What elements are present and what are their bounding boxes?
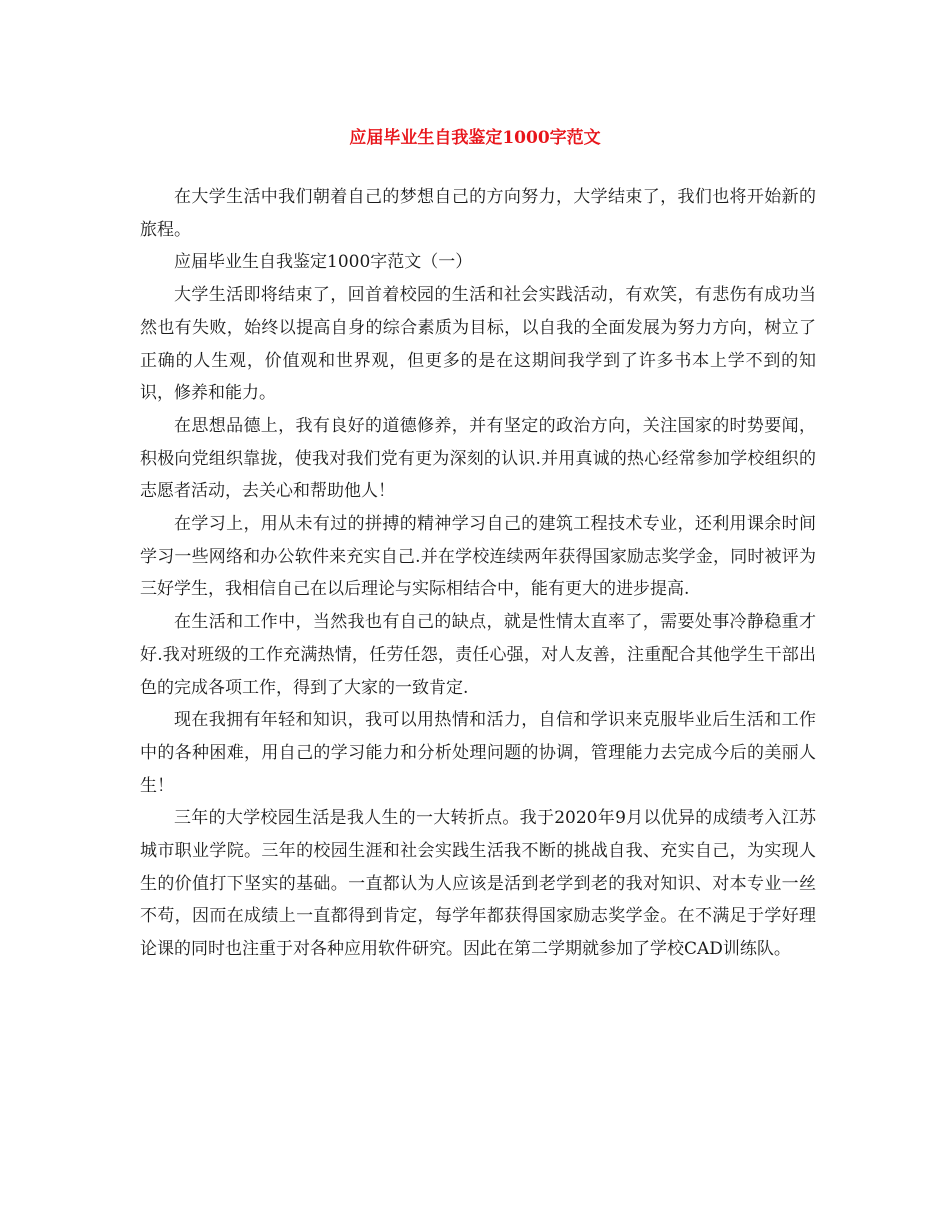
paragraph-study: 在学习上，用从未有过的拼搏的精神学习自己的建筑工程技术专业，还利用课余时间学习一些网络和办公软件来充实自己.并在学校连续两年获得国家励志奖学金，同时被评为三好学生，我相信自己在以后理论与实际相结合中，能有更大的进步提高. [140,514,816,600]
section-heading: 应届毕业生自我鉴定1000字范文（一） [174,252,473,273]
paragraph-future: 现在我拥有年轻和知识，我可以用热情和活力，自信和学识来克服毕业后生活和工作中的各种困难，用自己的学习能力和分析处理问题的协调，管理能力去完成今后的美丽人生！ [140,710,816,796]
paragraph-college-life: 大学生活即将结束了，回首着校园的生活和社会实践活动，有欢笑，有悲伤有成功当然也有失败，始终以提高自身的综合素质为目标，以自我的全面发展为努力方向，树立了正确的人生观，价值观和世界观，但更多的是在这期间我学到了许多书本上学不到的知识，修养和能力。 [140,285,816,404]
paragraph-work: 在生活和工作中，当然我也有自己的缺点，就是性情太直率了，需要处事冷静稳重才好.我对班级的工作充满热情，任劳任怨，责任心强，对人友善，注重配合其他学生干部出色的完成各项工作，得到了大家的一致肯定. [140,612,816,698]
document-body [140,181,816,966]
paragraph-three-years: 三年的大学校园生活是我人生的一大转折点。我于2020年9月以优异的成绩考入江苏城市职业学院。三年的校园生涯和社会实践生活我不断的挑战自我、充实自己，为实现人生的价值打下坚实的基础。一直都认为人应该是活到老学到老的我对知识、对本专业一丝不苟，因而在成绩上一直都得到肯定，每学年都获得国家励志奖学金。在不满足于学好理论课的同时也注重于对各种应用软件研究。因此在第二学期就参加了学校CAD训练队。 [140,808,816,960]
paragraph-ideology: 在思想品德上，我有良好的道德修养，并有坚定的政治方向，关注国家的时势要闻，积极向党组织靠拢，使我对我们党有更为深刻的认识.并用真诚的热心经常参加学校组织的志愿者活动，去关心和帮助他人！ [140,415,816,502]
paragraph-intro: 在大学生活中我们朝着自己的梦想自己的方向努力，大学结束了，我们也将开始新的旅程。 [140,187,816,240]
document-title: 应届毕业生自我鉴定1000字范文 [349,128,601,148]
